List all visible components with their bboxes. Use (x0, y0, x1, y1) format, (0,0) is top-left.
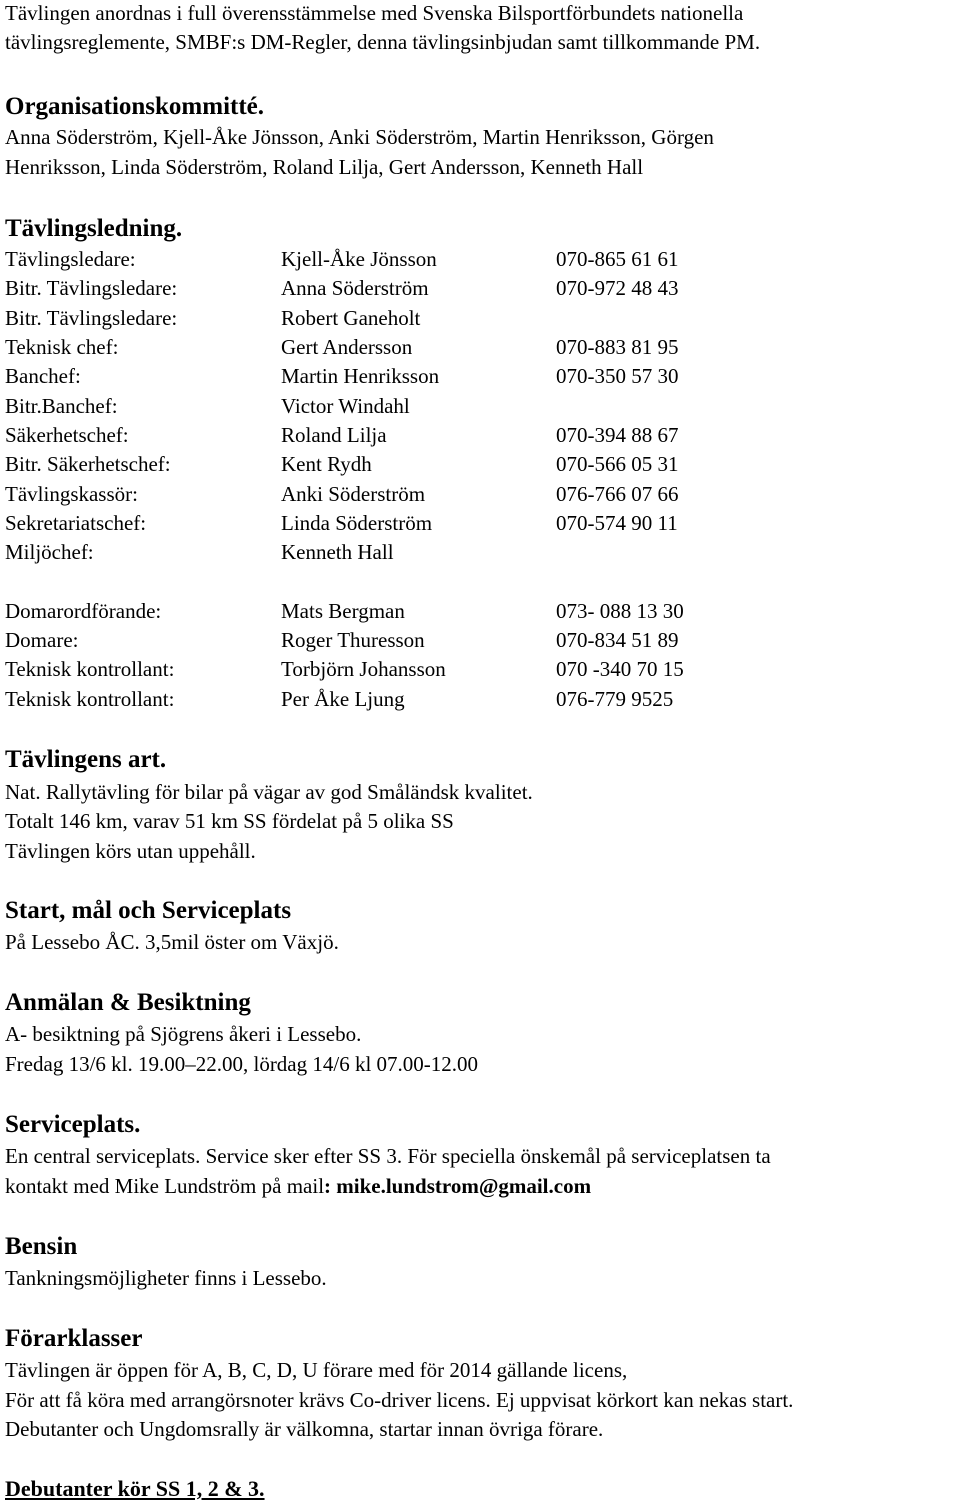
phone-cell: 076-766 07 66 (556, 482, 679, 506)
table-row (5, 275, 955, 301)
art-line-3: Tävlingen körs utan uppehåll. (5, 839, 256, 863)
anmalan-line-1: A- besiktning på Sjögrens åkeri i Lessebo. (5, 1022, 362, 1046)
table-row (5, 451, 955, 477)
name-cell: Torbjörn Johansson (281, 657, 446, 681)
organisation-line-2: Henriksson, Linda Söderström, Roland Lilja, Gert Andersson, Kenneth Hall (5, 155, 644, 179)
intro-line-2: tävlingsreglemente, SMBF:s DM-Regler, denna tävlingsinbjudan samt tillkommande PM. (5, 30, 761, 54)
name-cell: Gert Andersson (281, 335, 413, 359)
name-cell: Per Åke Ljung (281, 687, 405, 711)
name-cell: Kjell-Åke Jönsson (281, 247, 437, 271)
name-cell: Anki Söderström (281, 482, 426, 506)
name-cell: Roger Thuresson (281, 628, 425, 652)
phone-cell: 070-394 88 67 (556, 423, 679, 447)
start-heading: Start, mål och Serviceplats (5, 897, 292, 924)
art-line-2: Totalt 146 km, varav 51 km SS fördelat på 5 olika SS (5, 809, 454, 833)
role-cell: Banchef: (5, 364, 81, 388)
role-cell: Teknisk kontrollant: (5, 687, 175, 711)
ledning-heading: Tävlingsledning. (5, 215, 183, 242)
table-row (5, 422, 955, 448)
art-line-1: Nat. Rallytävling för bilar på vägar av god Småländsk kvalitet. (5, 780, 533, 804)
phone-cell: 070-865 61 61 (556, 247, 679, 271)
role-cell: Sekretariatschef: (5, 511, 147, 535)
role-cell: Bitr. Säkerhetschef: (5, 452, 171, 476)
name-cell: Roland Lilja (281, 423, 387, 447)
table-row (5, 305, 955, 331)
phone-cell: 070-566 05 31 (556, 452, 679, 476)
phone-cell: 070-834 51 89 (556, 628, 679, 652)
role-cell: Miljöchef: (5, 540, 94, 564)
forarklasser-line-3: Debutanter och Ungdomsrally är välkomna, startar innan övriga förare. (5, 1417, 604, 1441)
table-row (5, 539, 955, 565)
role-cell: Bitr. Tävlingsledare: (5, 276, 178, 300)
table-row (5, 363, 955, 389)
name-cell: Robert Ganeholt (281, 306, 421, 330)
forarklasser-line-2: För att få köra med arrangörsnoter krävs Co-driver licens. Ej uppvisat körkort kan nekas start. (5, 1388, 794, 1412)
table-row (5, 598, 955, 624)
role-cell: Bitr. Tävlingsledare: (5, 306, 178, 330)
role-cell: Teknisk kontrollant: (5, 657, 175, 681)
name-cell: Kenneth Hall (281, 540, 394, 564)
name-cell: Victor Windahl (281, 394, 410, 418)
service-line-1: En central serviceplats. Service sker efter SS 3. För speciella önskemål på serviceplatsen ta (5, 1144, 771, 1168)
phone-cell: 070-574 90 11 (556, 511, 678, 535)
role-cell: Tävlingskassör: (5, 482, 138, 506)
name-cell: Kent Rydh (281, 452, 372, 476)
start-line-1: På Lessebo ÅC. 3,5mil öster om Växjö. (5, 930, 339, 954)
service-line-2 (5, 1173, 591, 1199)
role-cell: Tävlingsledare: (5, 247, 136, 271)
table-row (5, 686, 955, 712)
phone-cell: 070-350 57 30 (556, 364, 679, 388)
role-cell: Bitr.Banchef: (5, 394, 118, 418)
forarklasser-line-1: Tävlingen är öppen för A, B, C, D, U förare med för 2014 gällande licens, (5, 1358, 628, 1382)
phone-cell: 070 -340 70 15 (556, 657, 684, 681)
phone-cell: 076-779 9525 (556, 687, 674, 711)
name-cell: Anna Söderström (281, 276, 429, 300)
service-contact-text: kontakt med Mike Lundström på mail (5, 1174, 325, 1198)
name-cell: Martin Henriksson (281, 364, 440, 388)
name-cell: Linda Söderström (281, 511, 433, 535)
intro-line-1: Tävlingen anordnas i full överensstämmelse med Svenska Bilsportförbundets nationella (5, 1, 744, 25)
role-cell: Domare: (5, 628, 79, 652)
anmalan-heading: Anmälan & Besiktning (5, 989, 251, 1016)
debutanter-heading: Debutanter kör SS 1, 2 & 3. (5, 1476, 265, 1501)
phone-cell: 070-972 48 43 (556, 276, 679, 300)
table-row (5, 656, 955, 682)
table-row (5, 481, 955, 507)
forarklasser-heading: Förarklasser (5, 1325, 143, 1352)
phone-cell: 073- 088 13 30 (556, 599, 684, 623)
service-heading: Serviceplats. (5, 1111, 141, 1138)
table-row (5, 627, 955, 653)
table-row (5, 393, 955, 419)
name-cell: Mats Bergman (281, 599, 405, 623)
bensin-heading: Bensin (5, 1233, 78, 1260)
table-row (5, 510, 955, 536)
role-cell: Säkerhetschef: (5, 423, 129, 447)
organisation-line-1: Anna Söderström, Kjell-Åke Jönsson, Anki Söderström, Martin Henriksson, Görgen (5, 125, 714, 149)
art-heading: Tävlingens art. (5, 746, 167, 773)
phone-cell: 070-883 81 95 (556, 335, 679, 359)
service-email: : mike.lundstrom@gmail.com (324, 1174, 592, 1198)
anmalan-line-2: Fredag 13/6 kl. 19.00–22.00, lördag 14/6 kl 07.00-12.00 (5, 1052, 479, 1076)
role-cell: Teknisk chef: (5, 335, 119, 359)
role-cell: Domarordförande: (5, 599, 162, 623)
table-row (5, 334, 955, 360)
table-row (5, 246, 955, 272)
bensin-line-1: Tankningsmöjligheter finns i Lessebo. (5, 1266, 327, 1290)
organisation-heading: Organisationskommitté. (5, 93, 265, 120)
